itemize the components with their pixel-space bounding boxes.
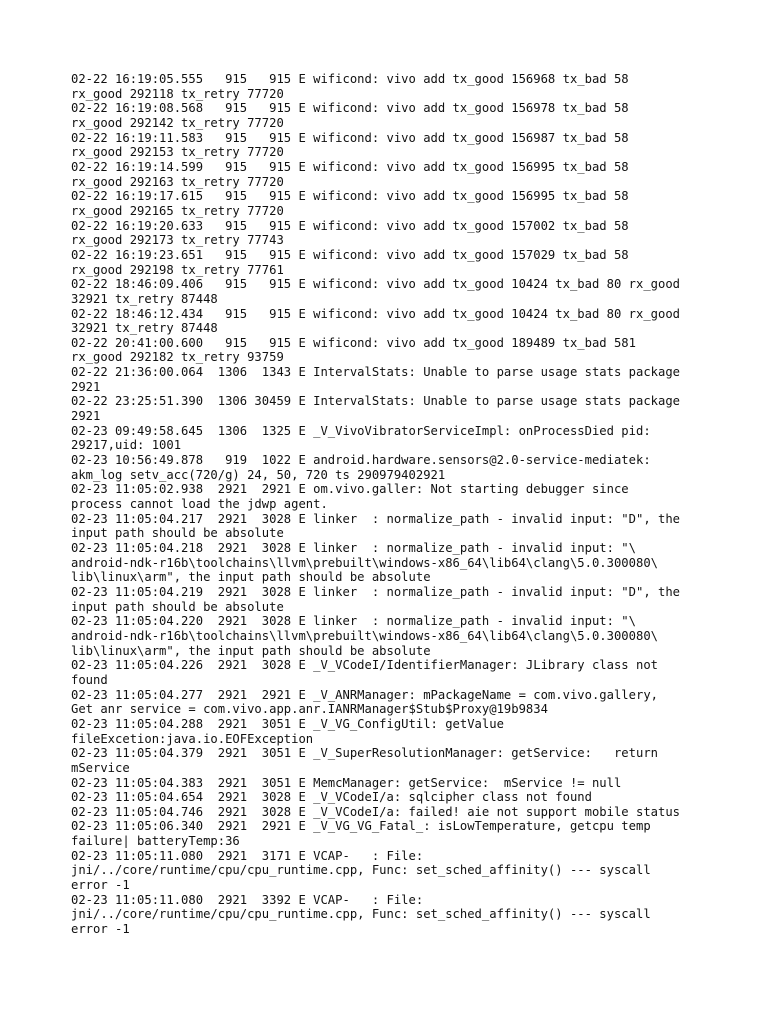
log-line: 02-22 20:41:00.600 915 915 E wificond: vivo add tx_good 189489 tx_bad 581	[71, 335, 636, 350]
log-line: 32921 tx_retry 87448	[71, 321, 218, 336]
log-line: 29217,uid: 1001	[71, 438, 182, 453]
log-line: 02-22 16:19:05.555 915 915 E wificond: vivo add tx_good 156968 tx_bad 58	[71, 72, 629, 86]
log-line: rx_good 292182 tx_retry 93759	[71, 350, 284, 365]
log-line: 02-23 11:05:04.654 2921 3028 E _V_VCodeI/a: sqlcipher class not found	[71, 790, 592, 805]
log-line: 2921	[71, 379, 101, 394]
log-line: 32921 tx_retry 87448	[71, 291, 218, 306]
log-line: error -1	[71, 878, 130, 893]
log-line: 02-23 11:05:11.080 2921 3171 E VCAP- : File:	[71, 848, 424, 863]
log-line: rx_good 292173 tx_retry 77743	[71, 233, 284, 248]
log-line: rx_good 292142 tx_retry 77720	[71, 115, 284, 130]
log-line: rx_good 292153 tx_retry 77720	[71, 145, 284, 160]
log-line: akm_log setv_acc(720/g) 24, 50, 720 ts 290979402921	[71, 467, 446, 482]
log-line: rx_good 292198 tx_retry 77761	[71, 262, 284, 277]
log-line: jni/../core/runtime/cpu/cpu_runtime.cpp, Func: set_sched_affinity() --- syscall	[71, 863, 651, 878]
log-document	[71, 72, 731, 937]
log-line: failure| batteryTemp:36	[71, 834, 240, 849]
log-line: rx_good 292163 tx_retry 77720	[71, 174, 284, 189]
log-line: 02-23 11:05:06.340 2921 2921 E _V_VG_VG_Fatal_: isLowTemperature, getcpu temp	[71, 819, 651, 834]
log-line: android-ndk-r16b\toolchains\llvm\prebuilt\windows-x86_64\lib64\clang\5.0.300080\	[71, 628, 658, 643]
log-line: input path should be absolute	[71, 526, 284, 541]
log-line: 02-23 11:05:04.288 2921 3051 E _V_VG_ConfigUtil: getValue	[71, 716, 504, 731]
log-line: 2921	[71, 409, 101, 424]
log-line: 02-23 11:05:04.379 2921 3051 E _V_SuperResolutionManager: getService: return	[71, 746, 658, 761]
log-line: input path should be absolute	[71, 599, 284, 614]
log-line: 02-23 11:05:04.277 2921 2921 E _V_ANRManager: mPackageName = com.vivo.gallery,	[71, 687, 658, 702]
log-line: 02-23 11:05:04.217 2921 3028 E linker : normalize_path - invalid input: "D", the	[71, 511, 681, 526]
log-line: 02-23 11:05:04.220 2921 3028 E linker : normalize_path - invalid input: "\	[71, 614, 636, 629]
log-line: found	[71, 672, 108, 687]
log-line: Get anr service = com.vivo.app.anr.IANRManager$Stub$Proxy@19b9834	[71, 702, 548, 717]
log-line: 02-23 11:05:04.226 2921 3028 E _V_VCodeI/IdentifierManager: JLibrary class not	[71, 658, 658, 673]
log-line: 02-22 23:25:51.390 1306 30459 E IntervalStats: Unable to parse usage stats package	[71, 394, 681, 409]
log-line: lib\linux\arm", the input path should be absolute	[71, 570, 431, 585]
log-line: 02-23 09:49:58.645 1306 1325 E _V_VivoVibratorServiceImpl: onProcessDied pid:	[71, 423, 651, 438]
log-line: 02-22 16:19:23.651 915 915 E wificond: vivo add tx_good 157029 tx_bad 58	[71, 247, 629, 262]
log-line: jni/../core/runtime/cpu/cpu_runtime.cpp, Func: set_sched_affinity() --- syscall	[71, 907, 651, 922]
log-line: error -1	[71, 922, 130, 937]
log-line: android-ndk-r16b\toolchains\llvm\prebuilt\windows-x86_64\lib64\clang\5.0.300080\	[71, 555, 658, 570]
log-line: 02-22 16:19:14.599 915 915 E wificond: vivo add tx_good 156995 tx_bad 58	[71, 159, 629, 174]
log-line: process cannot load the jdwp agent.	[71, 497, 328, 512]
log-line: 02-23 11:05:02.938 2921 2921 E om.vivo.galler: Not starting debugger since	[71, 482, 629, 497]
log-line: fileExcetion:java.io.EOFException	[71, 731, 314, 746]
log-line: rx_good 292165 tx_retry 77720	[71, 203, 284, 218]
log-line: 02-22 16:19:08.568 915 915 E wificond: vivo add tx_good 156978 tx_bad 58	[71, 101, 629, 116]
log-line: 02-22 18:46:09.406 915 915 E wificond: vivo add tx_good 10424 tx_bad 80 rx_good	[71, 277, 681, 292]
log-line: 02-22 16:19:11.583 915 915 E wificond: vivo add tx_good 156987 tx_bad 58	[71, 130, 629, 145]
log-line: 02-22 16:19:20.633 915 915 E wificond: vivo add tx_good 157002 tx_bad 58	[71, 218, 629, 233]
log-line: rx_good 292118 tx_retry 77720	[71, 86, 284, 101]
log-line: 02-22 16:19:17.615 915 915 E wificond: vivo add tx_good 156995 tx_bad 58	[71, 189, 629, 204]
log-line: 02-23 11:05:04.218 2921 3028 E linker : normalize_path - invalid input: "\	[71, 541, 636, 555]
log-line: 02-22 21:36:00.064 1306 1343 E IntervalStats: Unable to parse usage stats package	[71, 365, 681, 380]
log-line: 02-23 11:05:04.383 2921 3051 E MemcManager: getService: mService != null	[71, 775, 622, 790]
log-line: mService	[71, 760, 130, 775]
log-line: lib\linux\arm", the input path should be absolute	[71, 643, 431, 658]
log-line: 02-23 11:05:04.746 2921 3028 E _V_VCodeI/a: failed! aie not support mobile status	[71, 804, 681, 819]
log-line: 02-22 18:46:12.434 915 915 E wificond: vivo add tx_good 10424 tx_bad 80 rx_good	[71, 306, 681, 321]
log-line: 02-23 11:05:11.080 2921 3392 E VCAP- : File:	[71, 892, 424, 907]
log-line: 02-23 10:56:49.878 919 1022 E android.hardware.sensors@2.0-service-mediatek:	[71, 453, 651, 468]
log-line: 02-23 11:05:04.219 2921 3028 E linker : normalize_path - invalid input: "D", the	[71, 584, 681, 599]
